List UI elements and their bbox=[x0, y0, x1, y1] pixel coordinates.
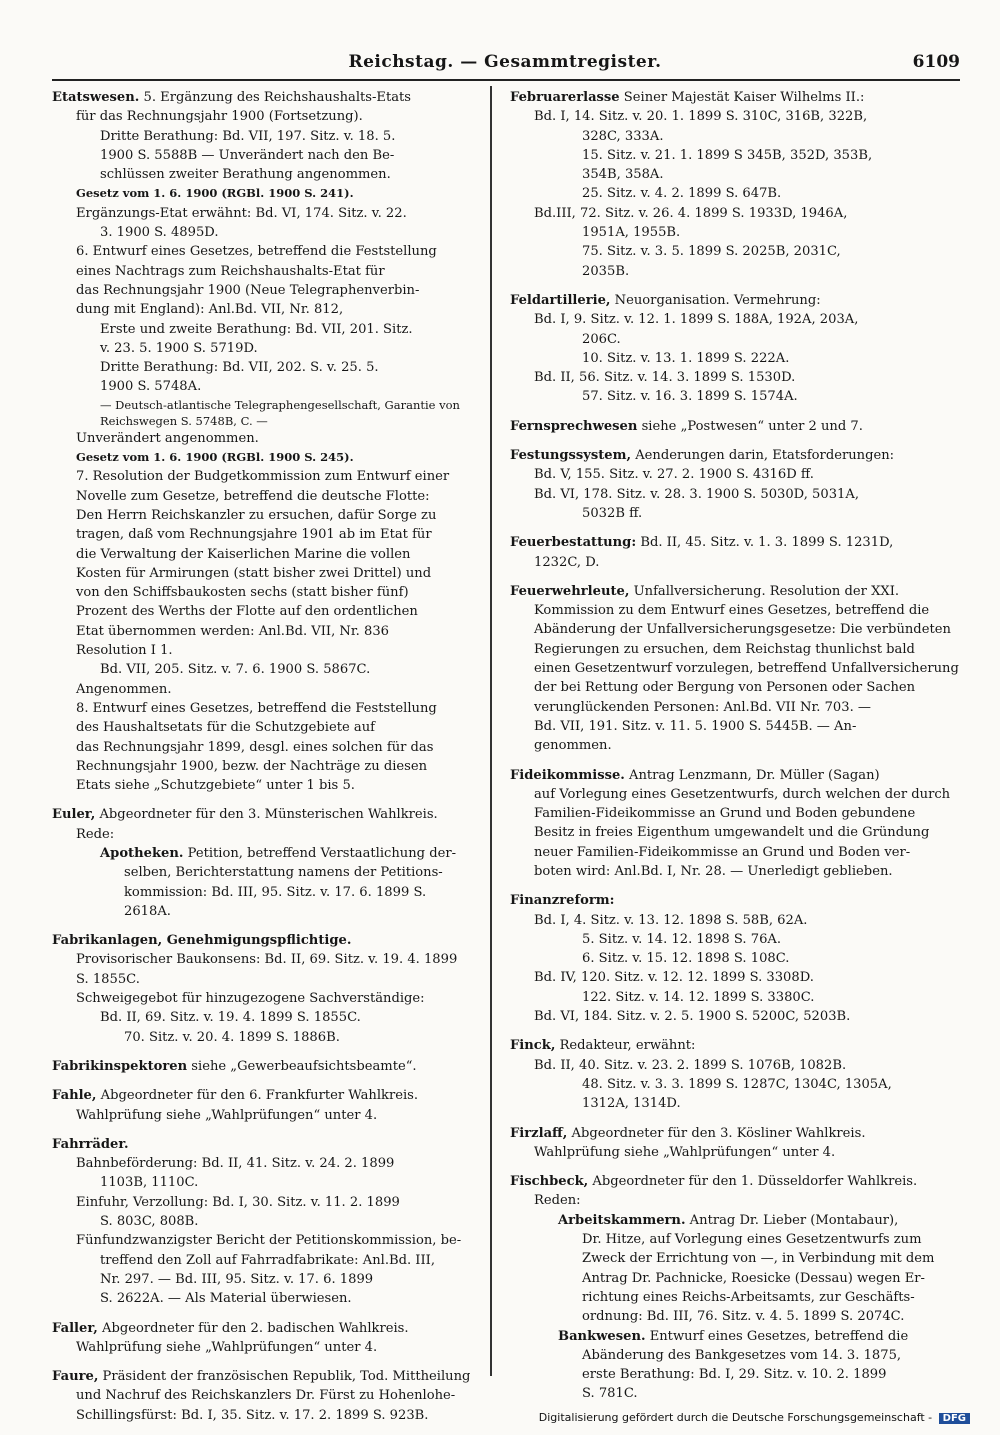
entry-line: auf Vorlegung eines Gesetzentwurfs, durch welchen der durch bbox=[534, 786, 951, 802]
entry-line: Regierungen zu ersuchen, dem Reichstag thunlichst bald bbox=[534, 641, 915, 657]
entry-line: Dritte Berathung: Bd. VII, 202. S. v. 25. 5. bbox=[100, 360, 379, 376]
headword: Fischbeck, bbox=[510, 1174, 589, 1190]
entry-line: Finck, Redakteur, erwähnt: bbox=[510, 1038, 696, 1054]
entry-line: 122. Sitz. v. 14. 12. 1899 S. 3380C. bbox=[582, 989, 815, 1005]
entry-line: Schillingsfürst: Bd. I, 35. Sitz. v. 17. 2. 1899 S. 923B. bbox=[76, 1407, 429, 1423]
entry-line: das Rechnungsjahr 1899, desgl. eines solchen für das bbox=[76, 739, 434, 755]
entry-line: des Haushaltsetats für die Schutzgebiete auf bbox=[76, 720, 375, 736]
entry-line: 1232C, D. bbox=[534, 554, 600, 570]
headword: Bankwesen. bbox=[558, 1328, 646, 1344]
headword: Fernsprechwesen bbox=[510, 418, 638, 434]
index-entry bbox=[52, 805, 492, 921]
entry-line: Familien-Fideikommisse an Grund und Boden gebundene bbox=[534, 806, 916, 822]
entry-line: richtung eines Reichs-Arbeitsamts, zur Geschäfts- bbox=[582, 1289, 915, 1305]
entry-line: 6. Sitz. v. 15. 12. 1898 S. 108C. bbox=[582, 951, 790, 967]
index-entry bbox=[52, 1135, 492, 1309]
entry-line: Ergänzungs-Etat erwähnt: Bd. VI, 174. Sitz. v. 22. bbox=[76, 205, 407, 221]
entry-line: S. 781C. bbox=[582, 1386, 638, 1402]
headword: Firzlaff, bbox=[510, 1125, 568, 1141]
index-entry bbox=[510, 1172, 960, 1404]
entry-line: kommission: Bd. III, 95. Sitz. v. 17. 6. 1899 S. bbox=[124, 884, 427, 900]
dfg-logo: DFG bbox=[939, 1413, 970, 1424]
entry-line: Wahlprüfung siehe „Wahlprüfungen“ unter 4. bbox=[76, 1339, 378, 1355]
entry-line: Wahlprüfung siehe „Wahlprüfungen“ unter 4. bbox=[76, 1107, 378, 1123]
entry-line: Antrag Dr. Pachnicke, Roesicke (Dessau) wegen Er- bbox=[582, 1270, 925, 1286]
headword: Apotheken. bbox=[100, 845, 184, 861]
running-title: Reichstag. — Gesammtregister. bbox=[348, 52, 662, 72]
entry-line: treffend den Zoll auf Fahrradfabrikate: Anl.Bd. III, bbox=[100, 1252, 435, 1268]
entry-line bbox=[52, 931, 492, 950]
entry-line: Feuerwehrleute, Unfallversicherung. Resolution der XXI. bbox=[510, 583, 900, 599]
index-entry bbox=[510, 1124, 960, 1163]
entry-line: S. 2622A. — Als Material überwiesen. bbox=[100, 1291, 352, 1307]
entry-line: Abänderung der Unfallversicherungsgesetze: Die verbündeten bbox=[534, 622, 951, 638]
headword: Euler, bbox=[52, 807, 96, 823]
entry-line: Rechnungsjahr 1900, bezw. der Nachträge zu diesen bbox=[76, 758, 428, 774]
headword: Finck, bbox=[510, 1038, 556, 1054]
index-entry bbox=[510, 291, 960, 407]
entry-line: Prozent des Werths der Flotte auf den ordentlichen bbox=[76, 604, 418, 620]
entry-line: tragen, daß vom Rechnungsjahre 1901 ab im Etat für bbox=[76, 527, 432, 543]
entry-line: 328C, 333A. bbox=[582, 128, 664, 144]
footer-text: Digitalisierung gefördert durch die Deutsche Forschungsgemeinschaft - bbox=[538, 1411, 933, 1424]
entry-line: Faure, Präsident der französischen Republik, Tod. Mittheilung bbox=[52, 1369, 471, 1385]
entry-line: Novelle zum Gesetze, betreffend die deutsche Flotte: bbox=[76, 488, 430, 504]
entry-line: Fahle, Abgeordneter für den 6. Frankfurter Wahlkreis. bbox=[52, 1088, 419, 1104]
headword: Feuerwehrleute, bbox=[510, 583, 630, 599]
entry-line: 1951A, 1955B. bbox=[582, 225, 681, 241]
headword: Faure, bbox=[52, 1369, 99, 1385]
entry-line: Erste und zweite Berathung: Bd. VII, 201. Sitz. bbox=[100, 321, 413, 337]
entry-line: 48. Sitz. v. 3. 3. 1899 S. 1287C, 1304C, 1305A, bbox=[582, 1076, 892, 1092]
right-column bbox=[510, 88, 960, 1414]
entry-line: 5. Sitz. v. 14. 12. 1898 S. 76A. bbox=[582, 931, 782, 947]
entry-line: 5032B ff. bbox=[582, 505, 643, 521]
headword: Festungssystem, bbox=[510, 448, 632, 464]
index-entry bbox=[52, 931, 492, 1047]
entry-line: das Rechnungsjahr 1900 (Neue Telegraphenverbin- bbox=[76, 282, 420, 298]
entry-line: Bd. VI, 184. Sitz. v. 2. 5. 1900 S. 5200C, 5203B. bbox=[534, 1009, 851, 1025]
entry-line: Etatswesen. 5. Ergänzung des Reichshaushalts-Etats bbox=[52, 90, 412, 105]
entry-line: Besitz in freies Eigenthum umgewandelt und die Gründung bbox=[534, 825, 930, 841]
entry-line: 75. Sitz. v. 3. 5. 1899 S. 2025B, 2031C, bbox=[582, 244, 841, 260]
entry-line: — Deutsch-atlantische Telegraphengesellschaft, Garantie von bbox=[100, 397, 460, 412]
index-entry bbox=[510, 88, 960, 281]
entry-line: Bd. VII, 205. Sitz. v. 7. 6. 1900 S. 5867C. bbox=[100, 662, 371, 678]
index-entry bbox=[52, 1086, 492, 1125]
index-entry bbox=[510, 582, 960, 756]
entry-line: Bd. II, 56. Sitz. v. 14. 3. 1899 S. 1530D. bbox=[534, 370, 796, 386]
entry-line: Gesetz vom 1. 6. 1900 (RGBl. 1900 S. 245). bbox=[76, 450, 354, 465]
footer-credit bbox=[539, 1411, 970, 1424]
entry-line: Bd.III, 72. Sitz. v. 26. 4. 1899 S. 1933D, 1946A, bbox=[534, 205, 848, 221]
entry-line: Fernsprechwesen siehe „Postwesen“ unter 2 und 7. bbox=[510, 418, 863, 434]
entry-line: 206C. bbox=[582, 331, 621, 347]
headword: Fabrikinspektoren bbox=[52, 1058, 188, 1074]
entry-line: ordnung: Bd. III, 76. Sitz. v. 4. 5. 1899 S. 2074C. bbox=[582, 1309, 905, 1325]
entry-line: Bd. VII, 191. Sitz. v. 11. 5. 1900 S. 5445B. — An- bbox=[534, 718, 857, 734]
entry-line: Bahnbeförderung: Bd. II, 41. Sitz. v. 24. 2. 1899 bbox=[76, 1156, 395, 1172]
entry-line: Bd. VI, 178. Sitz. v. 28. 3. 1900 S. 5030D, 5031A, bbox=[534, 486, 859, 502]
entry-line: Bd. I, 14. Sitz. v. 20. 1. 1899 S. 310C, 316B, 322B, bbox=[534, 109, 868, 125]
entry-line: 1900 S. 5588B — Unverändert nach den Be- bbox=[100, 147, 395, 163]
headword: Fideikommisse. bbox=[510, 767, 625, 783]
entry-line: 8. Entwurf eines Gesetzes, betreffend die Feststellung bbox=[76, 700, 437, 716]
entry-line: Bd. II, 69. Sitz. v. 19. 4. 1899 S. 1855C. bbox=[100, 1010, 361, 1026]
entry-line: selben, Berichterstattung namens der Petitions- bbox=[124, 865, 443, 881]
entry-line: Etat übernommen werden: Anl.Bd. VII, Nr. 836 bbox=[76, 623, 390, 639]
entry-line: Etats siehe „Schutzgebiete“ unter 1 bis 5. bbox=[76, 778, 355, 794]
entry-line: Reichswegen S. 5748B, C. — bbox=[100, 413, 268, 428]
page-number: 6109 bbox=[912, 52, 960, 72]
entry-line: 57. Sitz. v. 16. 3. 1899 S. 1574A. bbox=[582, 389, 798, 405]
entry-line: Bd. IV, 120. Sitz. v. 12. 12. 1899 S. 3308D. bbox=[534, 970, 814, 986]
entry-line: Bankwesen. Entwurf eines Gesetzes, betreffend die bbox=[558, 1328, 909, 1344]
entry-line: der bei Rettung oder Bergung von Personen oder Sachen bbox=[534, 680, 916, 696]
entry-line bbox=[52, 1135, 492, 1154]
entry-line: Firzlaff, Abgeordneter für den 3. Kösliner Wahlkreis. bbox=[510, 1125, 866, 1141]
index-entry bbox=[52, 1057, 492, 1076]
entry-line: die Verwaltung der Kaiserlichen Marine die vollen bbox=[76, 546, 411, 562]
entry-line: 2618A. bbox=[124, 903, 171, 919]
entry-line: Resolution I 1. bbox=[76, 643, 173, 659]
headword: Arbeitskammern. bbox=[558, 1212, 686, 1228]
entry-line: Angenommen. bbox=[76, 681, 172, 697]
entry-line: Dr. Hitze, auf Vorlegung eines Gesetzentwurfs zum bbox=[582, 1232, 922, 1248]
entry-line: Nr. 297. — Bd. III, 95. Sitz. v. 17. 6. 1899 bbox=[100, 1271, 374, 1287]
entry-line: genommen. bbox=[534, 738, 612, 754]
index-entry bbox=[510, 446, 960, 523]
entry-line: Den Herrn Reichskanzler zu ersuchen, dafür Sorge zu bbox=[76, 507, 437, 523]
entry-line: Abänderung des Bankgesetzes vom 14. 3. 1875, bbox=[582, 1347, 902, 1363]
header-rule bbox=[52, 79, 960, 81]
headword: Fabrikanlagen, Genehmigungspflichtige. bbox=[52, 933, 352, 949]
headword: Faller, bbox=[52, 1320, 98, 1336]
entry-line: Fünfundzwanzigster Bericht der Petitionskommission, be- bbox=[76, 1233, 462, 1249]
entry-line: eines Nachtrags zum Reichshaushalts-Etat für bbox=[76, 263, 385, 279]
entry-line: Fischbeck, Abgeordneter für den 1. Düsseldorfer Wahlkreis. bbox=[510, 1174, 918, 1190]
entry-line: 2035B. bbox=[582, 263, 630, 279]
headword: Etatswesen. bbox=[52, 90, 140, 105]
entry-line: Festungssystem, Aenderungen darin, Etatsforderungen: bbox=[510, 448, 895, 464]
headword: Finanzreform: bbox=[510, 893, 615, 909]
entry-line: Apotheken. Petition, betreffend Verstaatlichung der- bbox=[100, 845, 457, 861]
index-entry bbox=[52, 88, 492, 795]
entry-line: v. 23. 5. 1900 S. 5719D. bbox=[100, 340, 258, 356]
entry-line: Euler, Abgeordneter für den 3. Münsterischen Wahlkreis. bbox=[52, 807, 438, 823]
entry-line: 15. Sitz. v. 21. 1. 1899 S 345B, 352D, 353B, bbox=[582, 147, 873, 163]
entry-line: boten wird: Anl.Bd. I, Nr. 28. — Unerledigt geblieben. bbox=[534, 863, 893, 879]
entry-line bbox=[510, 891, 960, 910]
index-entry bbox=[510, 1036, 960, 1113]
entry-line: 70. Sitz. v. 20. 4. 1899 S. 1886B. bbox=[124, 1029, 340, 1045]
entry-line: Bd. I, 4. Sitz. v. 13. 12. 1898 S. 58B, 62A. bbox=[534, 912, 808, 928]
entry-line: verunglückenden Personen: Anl.Bd. VII Nr. 703. — bbox=[534, 699, 872, 715]
entry-line: Gesetz vom 1. 6. 1900 (RGBl. 1900 S. 241). bbox=[76, 186, 354, 201]
entry-line: erste Berathung: Bd. I, 29. Sitz. v. 10. 2. 1899 bbox=[582, 1367, 887, 1383]
entry-line: 25. Sitz. v. 4. 2. 1899 S. 647B. bbox=[582, 186, 782, 202]
entry-line: Dritte Berathung: Bd. VII, 197. Sitz. v. 18. 5. bbox=[100, 128, 396, 144]
entry-line: 10. Sitz. v. 13. 1. 1899 S. 222A. bbox=[582, 350, 790, 366]
index-entry bbox=[52, 1319, 492, 1358]
entry-line: einen Gesetzentwurf vorzulegen, betreffend Unfallversicherung bbox=[534, 661, 959, 677]
entry-line: S. 1855C. bbox=[76, 971, 140, 987]
entry-line: 6. Entwurf eines Gesetzes, betreffend die Feststellung bbox=[76, 244, 437, 260]
headword: Fahle, bbox=[52, 1088, 97, 1104]
entry-line: Reden: bbox=[534, 1193, 581, 1209]
entry-line: Wahlprüfung siehe „Wahlprüfungen“ unter 4. bbox=[534, 1144, 836, 1160]
entry-line: für das Rechnungsjahr 1900 (Fortsetzung). bbox=[76, 109, 363, 125]
entry-line: Fideikommisse. Antrag Lenzmann, Dr. Müller (Sagan) bbox=[510, 767, 880, 783]
entry-line: Kommission zu dem Entwurf eines Gesetzes, betreffend die bbox=[534, 603, 930, 619]
entry-line: Feldartillerie, Neuorganisation. Vermehrung: bbox=[510, 292, 821, 308]
entry-line: Einfuhr, Verzollung: Bd. I, 30. Sitz. v. 11. 2. 1899 bbox=[76, 1194, 400, 1210]
entry-line: 1900 S. 5748A. bbox=[100, 379, 202, 395]
entry-line: 7. Resolution der Budgetkommission zum Entwurf einer bbox=[76, 469, 450, 485]
entry-line: 1312A, 1314D. bbox=[582, 1096, 681, 1112]
entry-line: neuer Familien-Fideikommisse an Grund und Boden ver- bbox=[534, 844, 911, 860]
index-entry bbox=[52, 1367, 492, 1425]
entry-line: S. 803C, 808B. bbox=[100, 1214, 199, 1230]
entry-line: schlüssen zweiter Berathung angenommen. bbox=[100, 167, 391, 183]
index-entry bbox=[510, 891, 960, 1026]
entry-line: 1103B, 1110C. bbox=[100, 1175, 199, 1191]
entry-line: Bd. II, 40. Sitz. v. 23. 2. 1899 S. 1076B, 1082B. bbox=[534, 1057, 847, 1073]
entry-line: Faller, Abgeordneter für den 2. badischen Wahlkreis. bbox=[52, 1320, 409, 1336]
entry-line: Fabrikinspektoren siehe „Gewerbeaufsichtsbeamte“. bbox=[52, 1058, 417, 1074]
entry-line: Zweck der Errichtung von —, in Verbindung mit dem bbox=[582, 1251, 935, 1267]
entry-line: von den Schiffsbaukosten sechs (statt bisher fünf) bbox=[76, 585, 409, 601]
entry-line: 354B, 358A. bbox=[582, 167, 664, 183]
entry-line: Kosten für Armirungen (statt bisher zwei Drittel) und bbox=[76, 565, 432, 581]
entry-line: Unverändert angenommen. bbox=[76, 430, 259, 446]
headword: Fahrräder. bbox=[52, 1136, 129, 1152]
entry-line: Schweigegebot für hinzugezogene Sachverständige: bbox=[76, 991, 425, 1007]
entry-line: Arbeitskammern. Antrag Dr. Lieber (Montabaur), bbox=[558, 1212, 899, 1228]
entry-line: Rede: bbox=[76, 826, 115, 842]
headword: Feuerbestattung: bbox=[510, 535, 637, 551]
entry-line: Provisorischer Baukonsens: Bd. II, 69. Sitz. v. 19. 4. 1899 bbox=[76, 952, 458, 968]
entry-line: Bd. I, 9. Sitz. v. 12. 1. 1899 S. 188A, 192A, 203A, bbox=[534, 312, 859, 328]
entry-line: Bd. V, 155. Sitz. v. 27. 2. 1900 S. 4316D ff. bbox=[534, 467, 814, 483]
page-header bbox=[50, 52, 960, 76]
entry-line: 3. 1900 S. 4895D. bbox=[100, 225, 219, 241]
index-entry bbox=[510, 766, 960, 882]
left-column bbox=[52, 88, 492, 1435]
entry-line: Februarerlasse Seiner Majestät Kaiser Wilhelms II.: bbox=[510, 90, 865, 105]
entry-line: und Nachruf des Reichskanzlers Dr. Fürst zu Hohenlohe- bbox=[76, 1388, 456, 1404]
headword: Feldartillerie, bbox=[510, 292, 611, 308]
index-entry bbox=[510, 417, 960, 436]
entry-line: Feuerbestattung: Bd. II, 45. Sitz. v. 1. 3. 1899 S. 1231D, bbox=[510, 535, 894, 551]
entry-line: dung mit England): Anl.Bd. VII, Nr. 812, bbox=[76, 302, 344, 318]
headword: Februarerlasse bbox=[510, 90, 620, 105]
index-entry bbox=[510, 533, 960, 572]
